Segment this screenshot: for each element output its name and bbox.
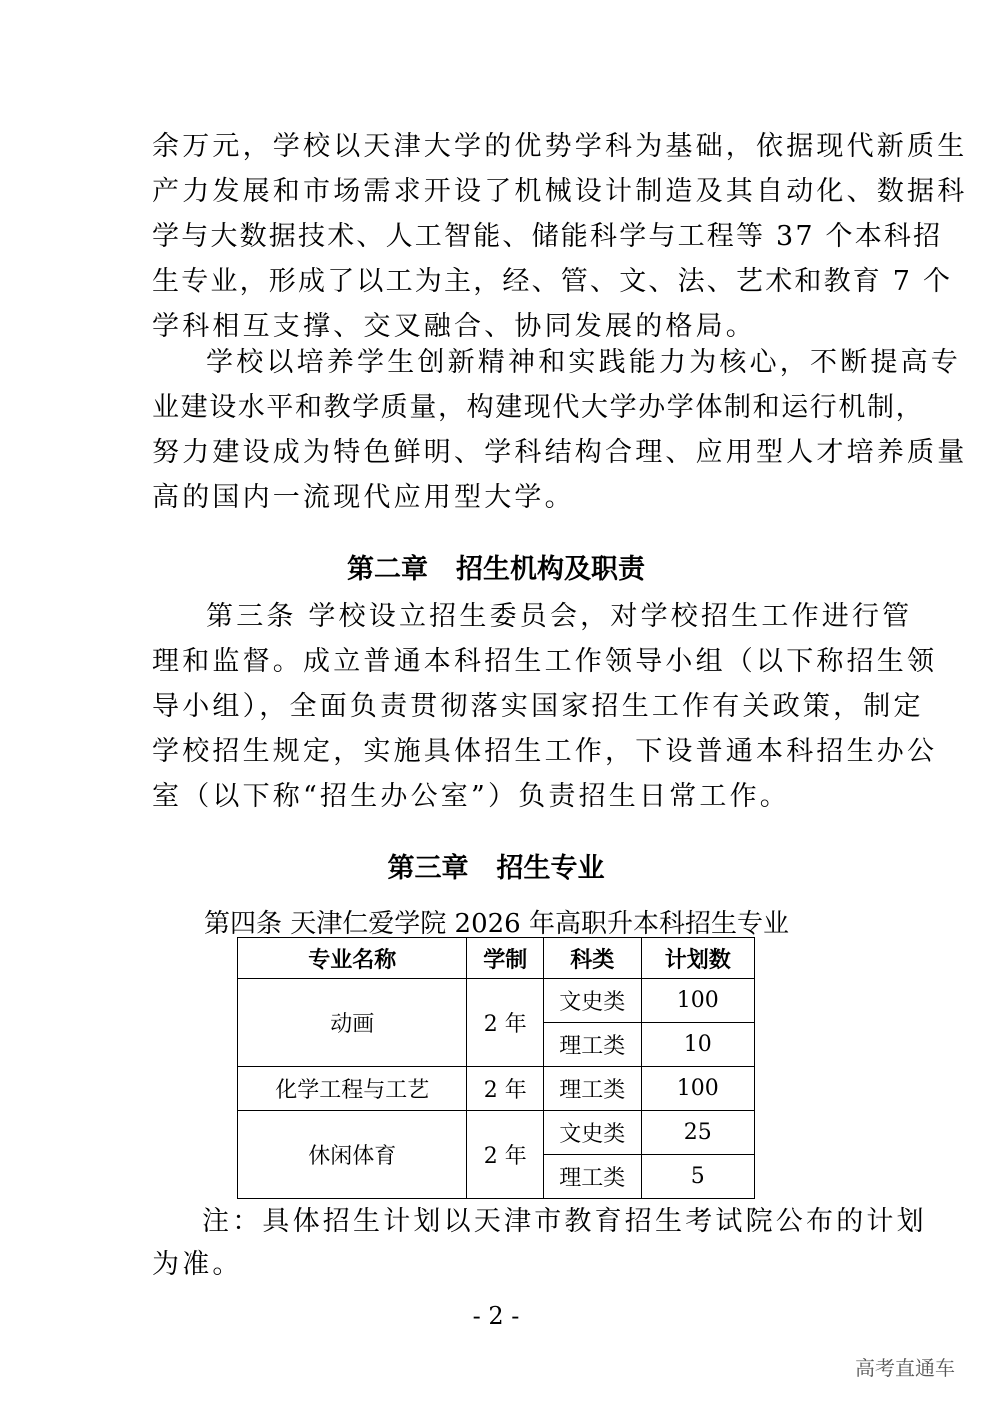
major-name-cell: 休闲体育 bbox=[238, 1111, 467, 1199]
enrollment-plan-table bbox=[237, 937, 755, 1199]
chapter-number: 第三章 bbox=[387, 853, 469, 884]
plan-count-cell: 10 bbox=[641, 1023, 755, 1067]
text-line: 产力发展和市场需求开设了机械设计制造及其自动化、数据科 bbox=[152, 176, 968, 207]
category-cell: 理工类 bbox=[544, 1023, 641, 1067]
category-cell: 文史类 bbox=[544, 979, 641, 1023]
text-line: 学科相互支撑、交叉融合、协同发展的格局。 bbox=[152, 311, 756, 342]
header-plan-count: 计划数 bbox=[641, 938, 755, 979]
text-line: 学与大数据技术、人工智能、储能科学与工程等 37 个本科招 bbox=[152, 221, 943, 252]
text-line: 为准。 bbox=[152, 1249, 243, 1280]
plan-count-cell: 5 bbox=[641, 1155, 755, 1199]
table-header-row bbox=[238, 938, 755, 979]
duration-cell: 2 年 bbox=[467, 979, 544, 1067]
text-line: 生专业，形成了以工为主，经、管、文、法、艺术和教育 7 个 bbox=[152, 266, 953, 297]
duration-cell: 2 年 bbox=[467, 1067, 544, 1111]
text-line: 室（以下称“招生办公室”）负责招生日常工作。 bbox=[152, 781, 791, 812]
header-duration: 学制 bbox=[467, 938, 544, 979]
chapter-number: 第二章 bbox=[347, 554, 428, 585]
table-row bbox=[238, 979, 755, 1023]
header-major-name: 专业名称 bbox=[238, 938, 467, 979]
chapter-title: 招生专业 bbox=[496, 853, 605, 884]
text-line: 学校招生规定，实施具体招生工作，下设普通本科招生办公 bbox=[152, 736, 938, 767]
plan-count-cell: 100 bbox=[641, 979, 755, 1023]
text-line: 努力建设成为特色鲜明、学科结构合理、应用型人才培养质量 bbox=[152, 437, 968, 468]
text-line: 学校以培养学生创新精神和实践能力为核心，不断提高专 bbox=[206, 347, 961, 378]
text-line: 第三条 学校设立招生委员会，对学校招生工作进行管 bbox=[206, 601, 913, 632]
page-number: - 2 - bbox=[472, 1302, 520, 1330]
category-cell: 文史类 bbox=[544, 1111, 641, 1155]
chapter-3-heading bbox=[0, 846, 992, 885]
chapter-title: 招生机构及职责 bbox=[456, 554, 645, 585]
text-line: 理和监督。成立普通本科招生工作领导小组（以下称招生领 bbox=[152, 646, 938, 677]
text-line: 业建设水平和教学质量，构建现代大学办学体制和运行机制， bbox=[152, 392, 925, 423]
duration-cell: 2 年 bbox=[467, 1111, 544, 1199]
major-name-cell: 化学工程与工艺 bbox=[238, 1067, 467, 1111]
text-line: 高的国内一流现代应用型大学。 bbox=[152, 482, 575, 513]
category-cell: 理工类 bbox=[544, 1155, 641, 1199]
text-line: 注：具体招生计划以天津市教育招生考试院公布的计划 bbox=[202, 1206, 927, 1237]
text-line: 余万元，学校以天津大学的优势学科为基础，依据现代新质生 bbox=[152, 131, 968, 162]
plan-count-cell: 100 bbox=[641, 1067, 755, 1111]
table-row bbox=[238, 1111, 755, 1155]
header-category: 科类 bbox=[544, 938, 641, 979]
source-watermark: 高考直通车 bbox=[855, 1356, 955, 1380]
text-line: 导小组），全面负责贯彻落实国家招生工作有关政策，制定 bbox=[152, 691, 924, 722]
major-name-cell: 动画 bbox=[238, 979, 467, 1067]
chapter-2-heading bbox=[0, 547, 992, 586]
table-caption: 第四条 天津仁爱学院 2026 年高职升本科招生专业 bbox=[204, 909, 789, 939]
plan-count-cell: 25 bbox=[641, 1111, 755, 1155]
category-cell: 理工类 bbox=[544, 1067, 641, 1111]
table-row bbox=[238, 1067, 755, 1111]
